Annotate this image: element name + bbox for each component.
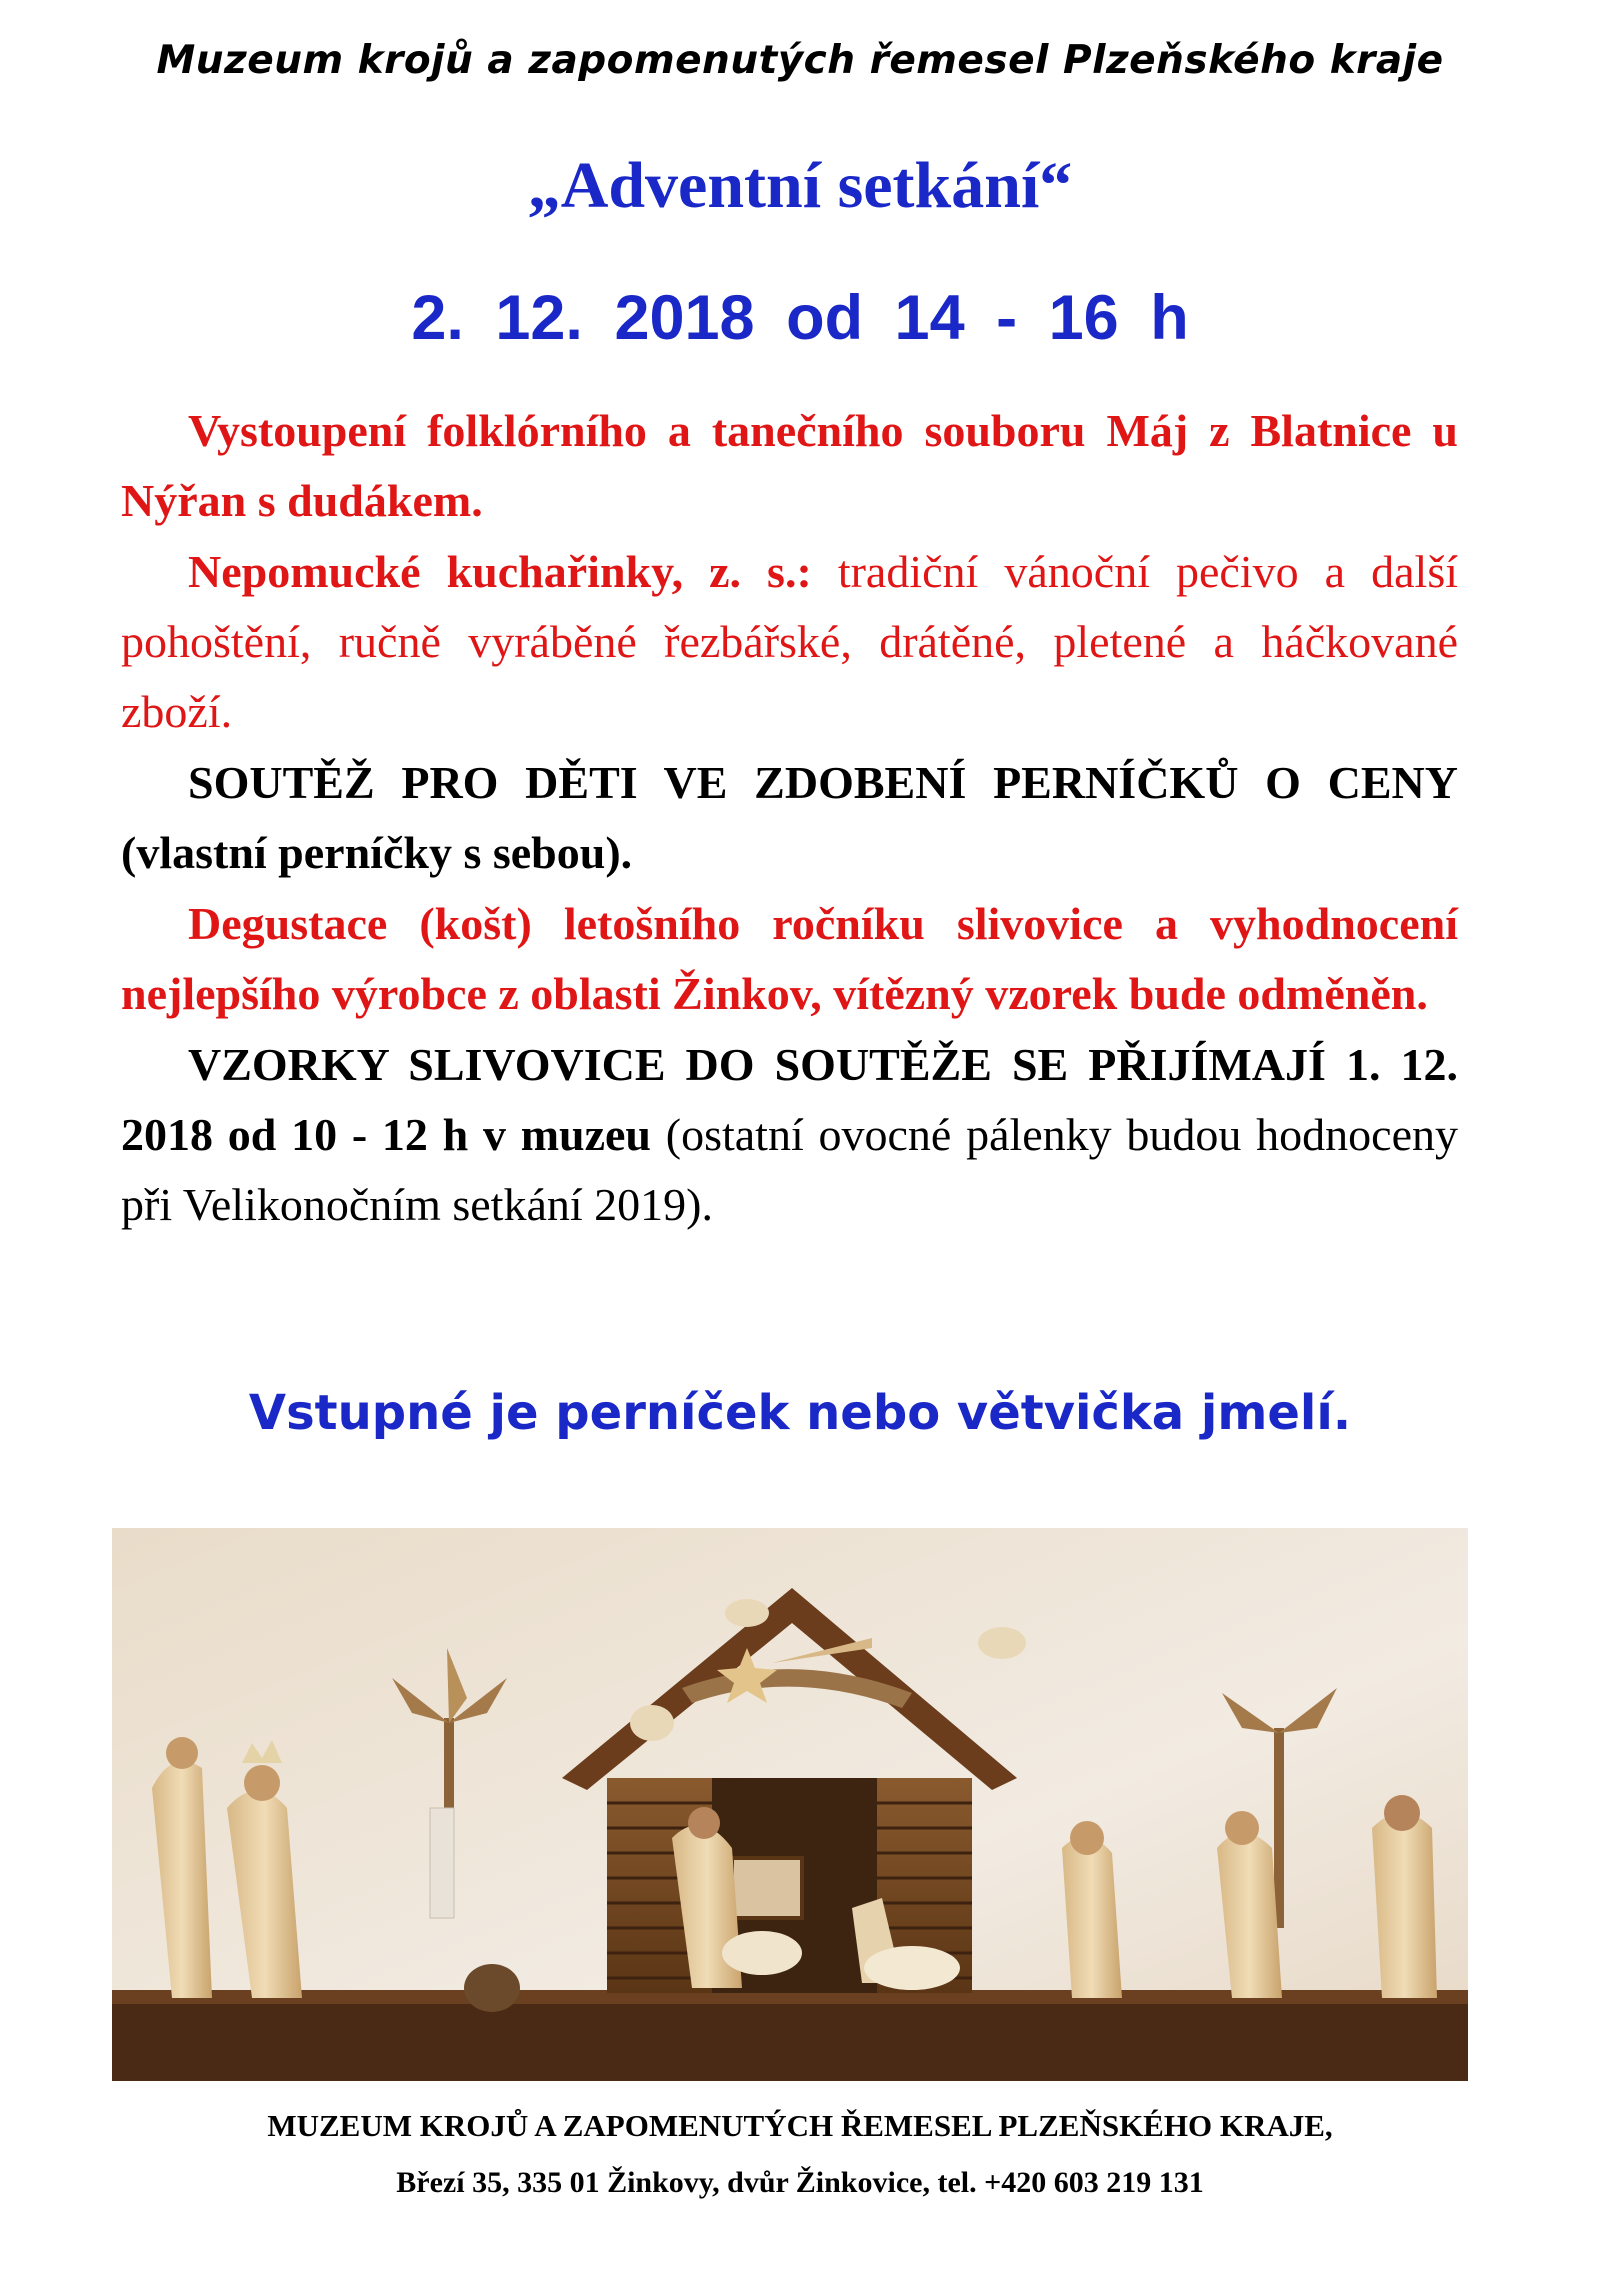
entry-fee: Vstupné je perníček nebo větvička jmelí. [248,1385,1352,1441]
event-date-time: 2. 12. 2018 od 14 - 16 h [411,283,1189,353]
samples-bold: VZORKY SLIVOVICE DO SOUTĚŽE SE PŘIJÍMAJÍ 1. 12. 2018 od 10 - 12 h v muzeu [121,1039,1458,1160]
museum-header: Muzeum krojů a zapomenutých řemesel Plzeňského kraje [156,38,1444,83]
cooks-paragraph [121,537,1458,747]
samples-note: (ostatní ovocné pálenky budou hodnoceny při Velikonočním setkání 2019). [121,1109,1458,1230]
nativity-scene-illustration [112,1528,1468,2081]
performance-paragraph: Vystoupení folklórního a tanečního souboru Máj z Blatnice u Nýřan s dudákem. [121,405,1458,526]
footer-address: Březí 35, 335 01 Žinkovy, dvůr Žinkovice, tel. +420 603 219 131 [396,2166,1204,2199]
footer-museum-name: MUZEUM KROJŮ A ZAPOMENUTÝCH ŘEMESEL PLZEŇSKÉHO KRAJE, [267,2108,1333,2143]
event-title: „Adventní setkání“ [527,149,1073,222]
program-text [121,396,1458,1240]
nativity-scene-photo [112,1528,1468,2081]
competition-paragraph: SOUTĚŽ PRO DĚTI VE ZDOBENÍ PERNÍČKŮ O CENY (vlastní perníčky s sebou). [121,757,1458,878]
samples-paragraph [121,1030,1458,1240]
cooks-name: Nepomucké kuchařinky, z. s.: [188,546,812,597]
cooks-text: tradiční vánoční pečivo a další pohoštění, ručně vyráběné řezbářské, drátěné, pletené a háčkované zboží. [121,546,1458,737]
tasting-paragraph: Degustace (košt) letošního ročníku slivovice a vyhodnocení nejlepšího výrobce z oblasti Žinkov, vítězný vzorek bude odměněn. [121,898,1458,1019]
